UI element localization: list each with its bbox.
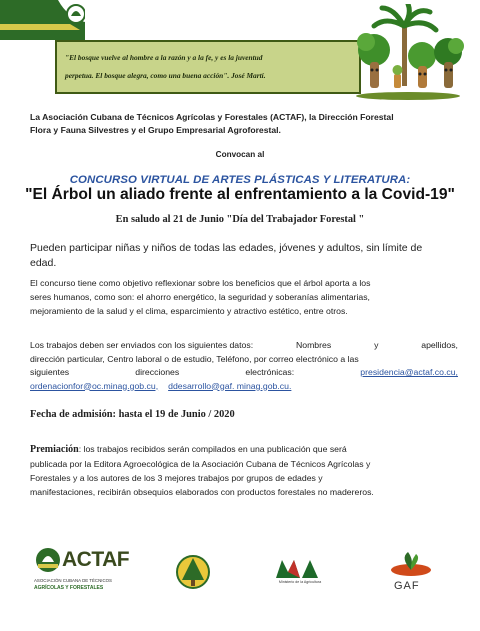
admission-date: Fecha de admisión: hasta el 19 de Junio / 2020 — [30, 409, 235, 420]
prize-paragraph — [30, 442, 458, 499]
prize-line-4: manifestaciones, recibirán obsequios elaborados con productos forestales no madereros. — [30, 487, 374, 497]
organizers-intro — [30, 111, 454, 137]
prize-line-1: Premiación: los trabajos recibidos serán compilados en una publicación que será — [30, 444, 347, 455]
gaf-logo: GAF — [386, 552, 436, 594]
quote-line-2: perpetua. El bosque alegra, como una buena acción". José Martí. — [65, 71, 266, 80]
intro-line-1: La Asociación Cubana de Técnicos Agrícolas y Forestales (ACTAF), la Dirección Forestal — [30, 112, 394, 122]
actaf-logo: ACTAF ASOCIACIÓN CUBANA DE TÉCNICOS AGRÍCOLAS Y FORESTALES — [34, 548, 130, 591]
ma-letters-icon — [272, 558, 328, 580]
prize-label: Premiación — [30, 444, 79, 455]
submission-paragraph — [30, 339, 458, 393]
prize-line-2: publicada por la Editora Agroecológica de la Asociación Cubana de Técnicos Agrícolas y — [30, 459, 371, 469]
gaf-leaf-icon — [386, 552, 436, 580]
cartoon-trees-illustration — [352, 4, 464, 100]
objective-line-2: seres humanos, como son: el ahorro energético, la seguridad y soberanías alimentarias, — [30, 292, 370, 302]
email-link-presidencia[interactable]: presidencia@actaf.co.cu, — [360, 367, 458, 377]
works-line-3: siguientes direcciones electrónicas: presidencia@actaf.co.cu, — [30, 366, 458, 380]
participants-paragraph: Pueden participar niñas y niños de todas las edades, jóvenes y adultos, sin límite de edad. — [30, 242, 423, 269]
salute-line: En saludo al 21 de Junio "Día del Trabajador Forestal " — [115, 214, 365, 225]
objective-line-1: El concurso tiene como objetivo reflexionar sobre los beneficios que el árbol aporta a los — [30, 278, 371, 288]
email-link-ordenacion[interactable]: ordenacionfor@oc.minag.gob.cu, — [30, 380, 159, 391]
ministry-agriculture-logo: Ministerio de la Agricultura — [272, 558, 328, 588]
quote-line-1: "El bosque vuelve al hombre a la razón y a la fe, y es la juventud — [65, 53, 263, 62]
marti-quote-box — [55, 40, 361, 94]
tree-emblem-icon — [176, 552, 210, 592]
contest-title: "El Árbol un aliado frente al enfrentamiento a la Covid-19" — [25, 186, 455, 203]
convocan-heading: Convocan al — [215, 150, 265, 159]
works-line-1: Los trabajos deben ser enviados con los siguientes datos: Nombres y apellidos, — [30, 340, 458, 350]
actaf-emblem-icon — [34, 546, 62, 576]
objective-line-3: mejoramiento de la salud y el clima, esparcimiento y atractivo estético, entre otros. — [30, 306, 348, 316]
email-link-desarrollo[interactable]: ddesarrollo@gaf. minag.gob.cu. — [168, 380, 292, 391]
top-header-logo — [0, 0, 85, 40]
prize-line-3: Forestales y a los autores de los 3 mejores trabajos por grupos de edades y — [30, 473, 323, 483]
contest-subtitle: CONCURSO VIRTUAL DE ARTES PLÁSTICAS Y LITERATURA: — [69, 174, 411, 186]
forest-directorate-logo — [176, 552, 210, 592]
works-line-2: dirección particular, Centro laboral o de estudio, Teléfono, por correo electrónico a las — [30, 353, 359, 364]
objective-paragraph — [30, 276, 458, 318]
works-line-4 — [30, 380, 458, 394]
intro-line-2: Flora y Fauna Silvestres y el Grupo Empresarial Agroforestal. — [30, 125, 281, 135]
